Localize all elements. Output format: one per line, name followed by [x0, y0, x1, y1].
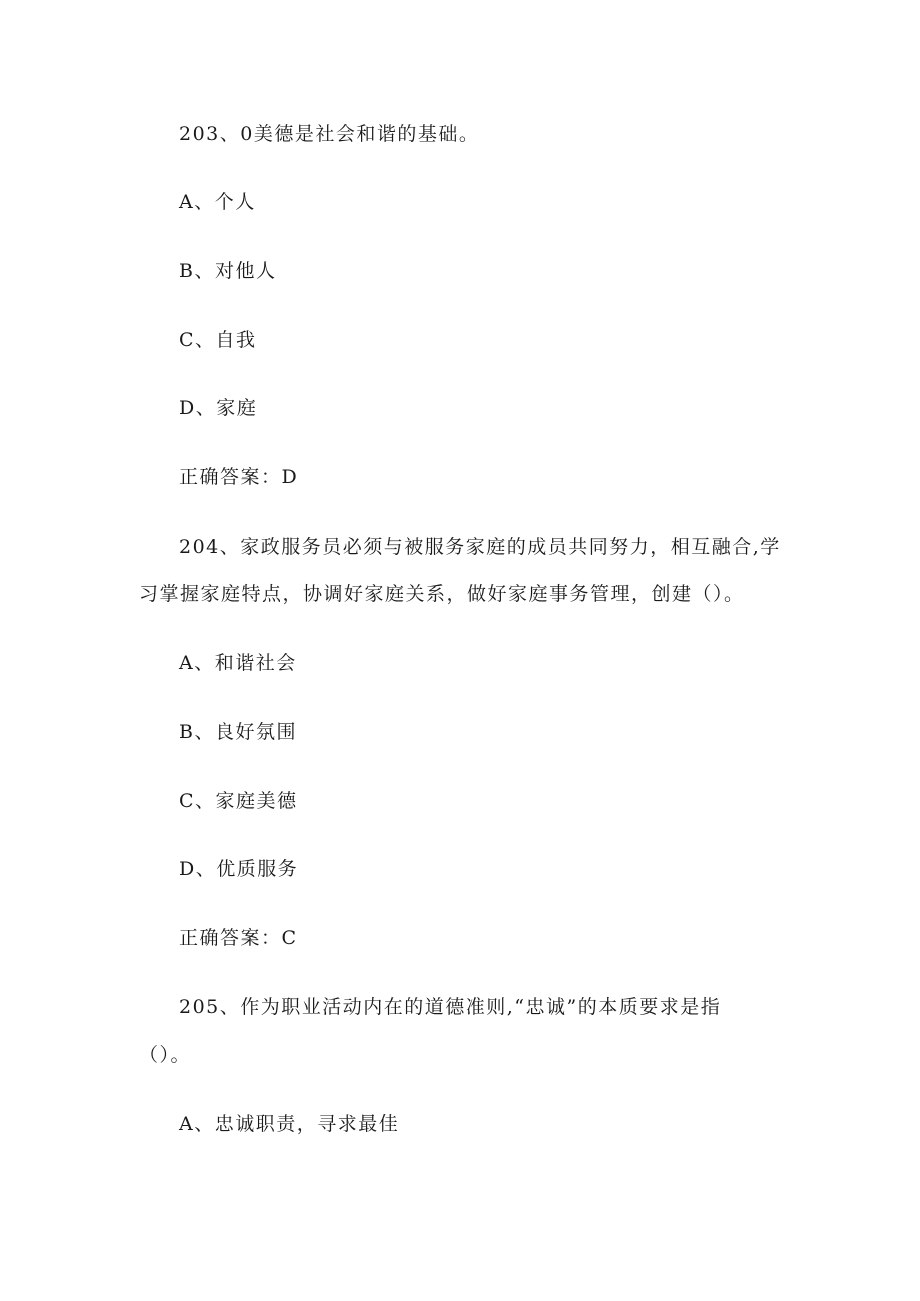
question-stem: 203、0美德是社会和谐的基础。: [179, 123, 480, 145]
option-b: B、良好氛围: [179, 721, 297, 743]
option-a: A、个人: [179, 191, 256, 213]
option-d: D、家庭: [179, 397, 258, 419]
question-stem-line-1: 205、作为职业活动内在的道德准则,“忠诚”的本质要求是指: [179, 996, 722, 1018]
question-stem-line-1: 204、家政服务员必须与被服务家庭的成员共同努力，相互融合,学: [179, 536, 781, 558]
option-d: D、优质服务: [179, 858, 299, 880]
correct-answer: 正确答案：D: [179, 466, 299, 488]
option-c: C、自我: [179, 329, 257, 351]
option-a: A、和谐社会: [179, 652, 297, 674]
option-c: C、家庭美德: [179, 790, 298, 812]
option-a: A、忠诚职责，寻求最佳: [179, 1113, 400, 1135]
correct-answer: 正确答案：C: [179, 927, 298, 949]
question-stem-line-2: （）。: [139, 1044, 192, 1066]
option-b: B、对他人: [179, 260, 277, 282]
question-stem-line-2: 习掌握家庭特点，协调好家庭关系，做好家庭事务管理，创建（）。: [139, 583, 745, 605]
